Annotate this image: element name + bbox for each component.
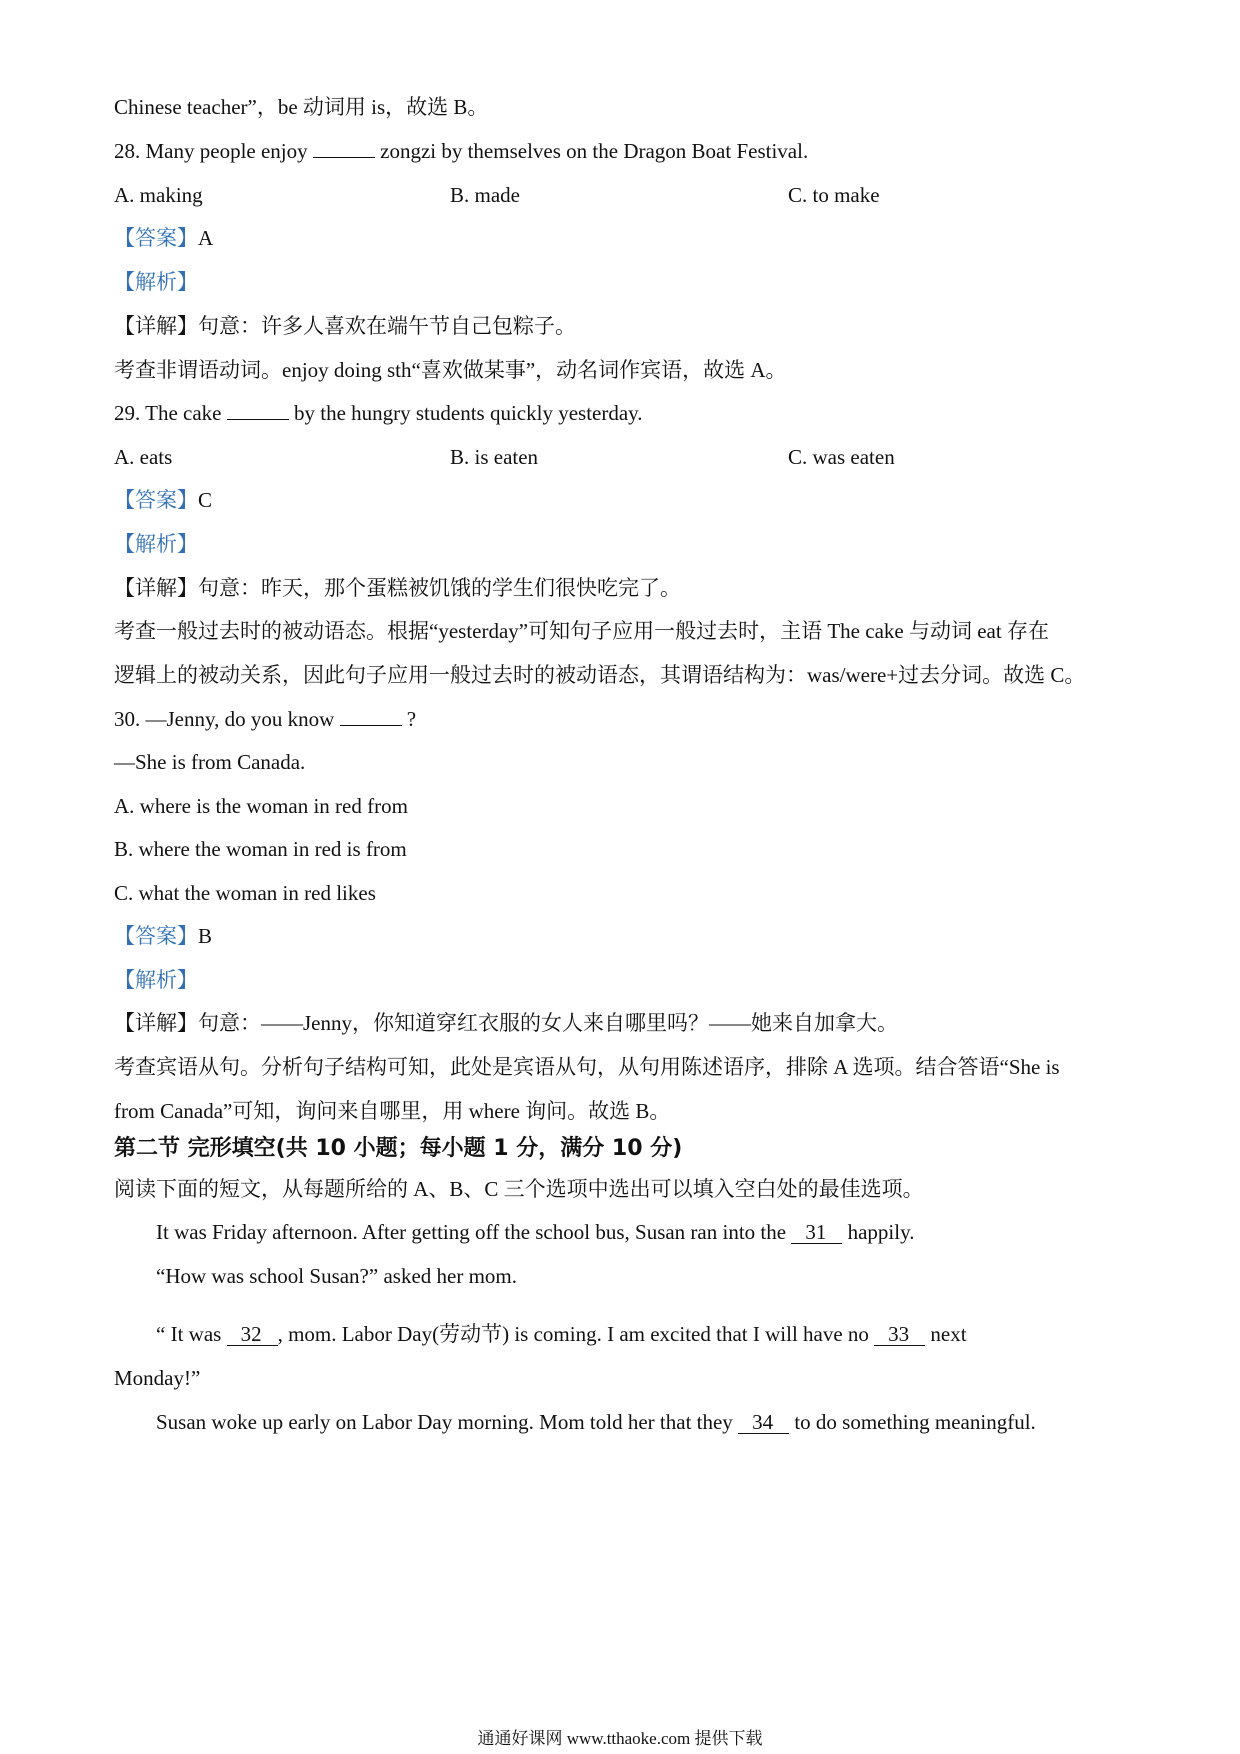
answer-tag: 【答案】	[114, 924, 198, 948]
passage-paragraph-3-cont: Monday!”	[114, 1366, 201, 1390]
question-30-option-b: B. where the woman in red is from	[114, 837, 407, 861]
question-29-option-a: A. eats	[114, 445, 173, 469]
question-30-reply: —She is from Canada.	[114, 750, 306, 774]
question-29-detail	[114, 574, 681, 602]
question-29-text-start: 29. The cake	[114, 401, 227, 425]
detail-text: 句意：——Jenny，你知道穿红衣服的女人来自哪里吗？——她来自加拿大。	[198, 1011, 898, 1035]
question-30-text-start: 30. —Jenny, do you know	[114, 707, 340, 731]
passage-text: “ It was	[156, 1322, 227, 1346]
answer-tag: 【答案】	[114, 226, 198, 250]
passage-paragraph-3	[156, 1320, 967, 1348]
passage-text: Susan woke up early on Labor Day morning. Mom told her that they	[156, 1410, 739, 1434]
question-30-option-a: A. where is the woman in red from	[114, 794, 408, 818]
passage-text: , mom. Labor Day(劳动节) is coming. I am excited that I will have no	[277, 1322, 875, 1346]
question-30-blank	[340, 705, 402, 726]
cloze-blank-34: 34	[738, 1411, 789, 1434]
section-instructions: 阅读下面的短文，从每题所给的 A、B、C 三个选项中选出可以填入空白处的最佳选项。	[114, 1177, 924, 1201]
question-30-explanation-2: from Canada”可知，询问来自哪里，用 where 询问。故选 B。	[114, 1099, 671, 1123]
question-30-analysis-tag: 【解析】	[114, 968, 198, 992]
cloze-blank-31: 31	[791, 1221, 842, 1244]
question-30-text-end: ?	[401, 707, 417, 731]
question-30-answer	[114, 922, 212, 950]
passage-paragraph-4	[156, 1408, 1036, 1436]
cloze-blank-32: 32	[227, 1323, 278, 1346]
question-28-option-c: C. to make	[788, 183, 880, 207]
question-30	[114, 705, 416, 733]
passage-text: It was Friday afternoon. After getting off the school bus, Susan ran into the	[156, 1220, 792, 1244]
cloze-blank-33: 33	[874, 1323, 925, 1346]
detail-tag: 【详解】	[114, 1011, 198, 1035]
question-29-blank	[227, 399, 289, 420]
question-28-explanation: 考查非谓语动词。enjoy doing sth“喜欢做某事”，动名词作宾语，故选 A。	[114, 358, 787, 382]
question-29-answer	[114, 486, 212, 514]
question-30-detail	[114, 1009, 898, 1037]
question-28-analysis-tag: 【解析】	[114, 270, 198, 294]
question-28-text-start: 28. Many people enjoy	[114, 139, 313, 163]
question-30-explanation-1: 考查宾语从句。分析句子结构可知，此处是宾语从句，从句用陈述语序，排除 A 选项。结合答语“She is	[114, 1055, 1060, 1079]
answer-value: B	[198, 924, 213, 948]
question-29	[114, 399, 643, 427]
answer-tag: 【答案】	[114, 488, 198, 512]
passage-text: happily.	[842, 1220, 915, 1244]
question-28-detail	[114, 312, 576, 340]
passage-paragraph-1	[156, 1218, 914, 1246]
passage-text: to do something meaningful.	[789, 1410, 1036, 1434]
question-29-option-b: B. is eaten	[450, 445, 539, 469]
question-28-option-b: B. made	[450, 183, 520, 207]
detail-text: 句意：许多人喜欢在端午节自己包粽子。	[198, 314, 576, 338]
answer-value: C	[198, 488, 213, 512]
question-29-explanation-2: 逻辑上的被动关系，因此句子应用一般过去时的被动语态，其谓语结构为：was/were+过去分词。故选 C。	[114, 663, 1086, 687]
page-footer: 通通好课网 www.tthaoke.com 提供下载	[477, 1729, 763, 1748]
passage-text: next	[925, 1322, 967, 1346]
answer-value: A	[198, 226, 214, 250]
question-28-answer	[114, 224, 213, 252]
question-29-text-end: by the hungry students quickly yesterday.	[288, 401, 643, 425]
question-29-explanation-1: 考查一般过去时的被动语态。根据“yesterday”可知句子应用一般过去时，主语 The cake 与动词 eat 存在	[114, 619, 1049, 643]
question-28-option-a: A. making	[114, 183, 203, 207]
question-29-analysis-tag: 【解析】	[114, 532, 198, 556]
question-29-option-c: C. was eaten	[788, 445, 895, 469]
passage-paragraph-2: “How was school Susan?” asked her mom.	[156, 1264, 517, 1288]
detail-tag: 【详解】	[114, 314, 198, 338]
question-28-blank	[313, 137, 375, 158]
question-28-text-end: zongzi by themselves on the Dragon Boat Festival.	[374, 139, 809, 163]
prev-explanation-tail: Chinese teacher”，be 动词用 is，故选 B。	[114, 95, 489, 119]
detail-text: 句意：昨天，那个蛋糕被饥饿的学生们很快吃完了。	[198, 576, 681, 600]
question-30-option-c: C. what the woman in red likes	[114, 881, 376, 905]
section-title: 第二节 完形填空(共 10 小题；每小题 1 分，满分 10 分)	[114, 1136, 683, 1161]
detail-tag: 【详解】	[114, 576, 198, 600]
question-28	[114, 137, 808, 165]
